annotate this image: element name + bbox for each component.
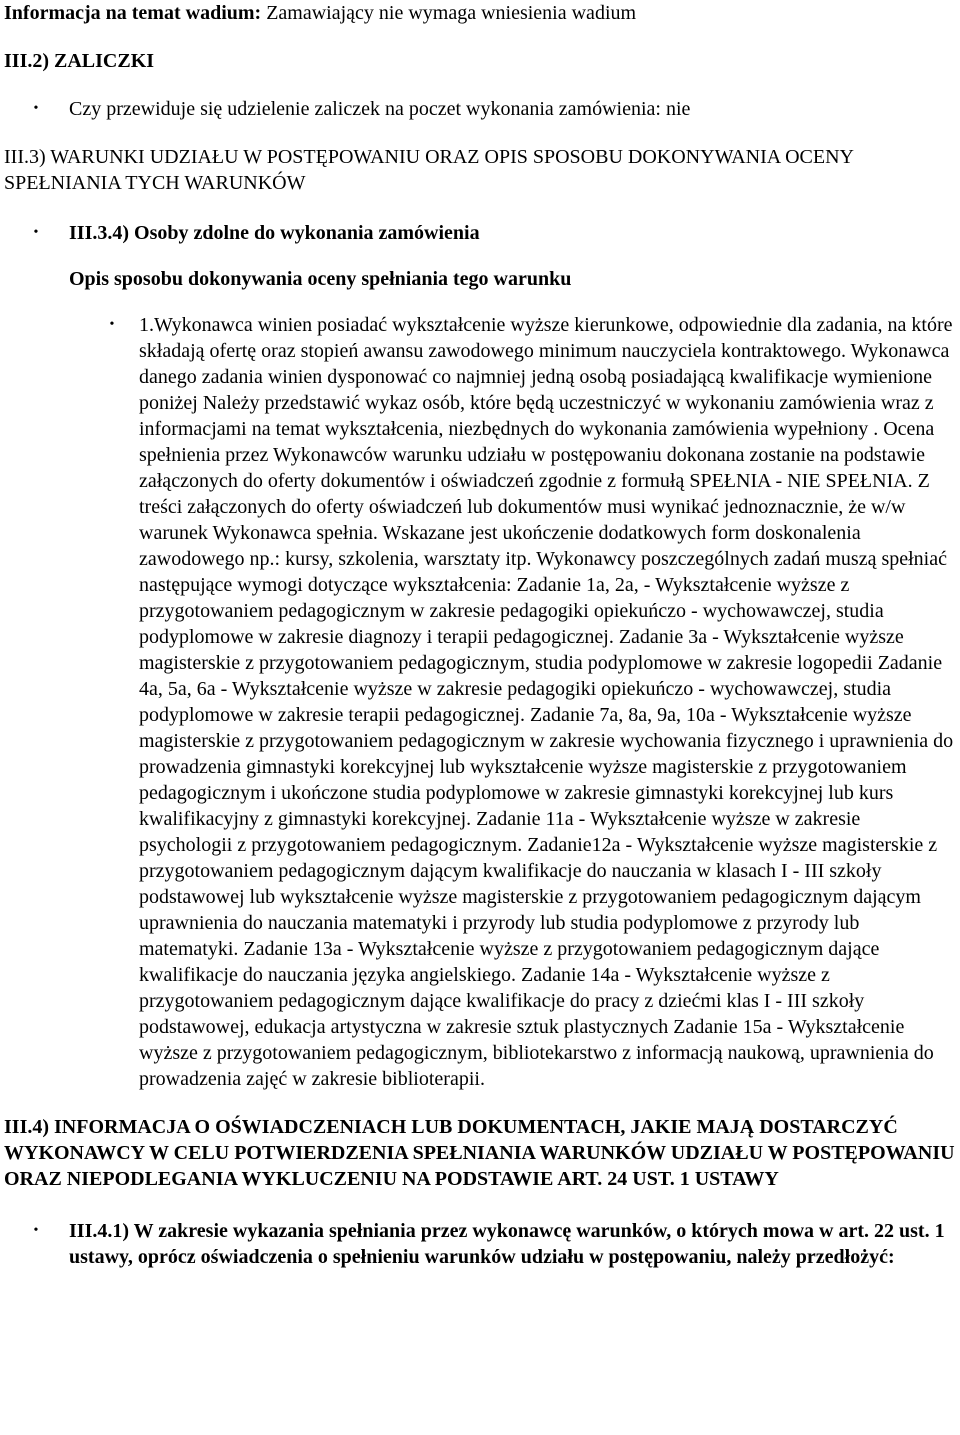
bullet-icon: •: [33, 1223, 39, 1238]
list-item: [33, 96, 956, 122]
wadium-line: [4, 0, 956, 26]
list-item: [109, 312, 956, 1092]
informacja-heading: III.4) INFORMACJA O OŚWIADCZENIACH LUB DOKUMENTACH, JAKIE MAJĄ DOSTARCZYĆ WYKONAWCY W CELU POTWIERDZENIA SPEŁNIANIA WARUNKÓW UDZIAŁU W POSTĘPOWANIU ORAZ NIEPODLEGANIA WYKLUCZENIU NA PODSTAWIE ART. 24 UST. 1 USTAWY: [4, 1116, 955, 1190]
wadium-label: Informacja na temat wadium:: [4, 2, 262, 24]
zaliczki-list: [4, 96, 956, 122]
zaliczki-item-text: Czy przewiduje się udzielenie zaliczek na poczet wykonania zamówienia: nie: [69, 98, 691, 120]
osoby-item-text: III.3.4) Osoby zdolne do wykonania zamówienia: [69, 222, 480, 244]
list-item: [33, 1218, 948, 1270]
osoby-list: [4, 220, 956, 246]
informacja-list: [4, 1218, 956, 1270]
bullet-icon: •: [33, 225, 39, 240]
bullet-icon: •: [33, 101, 39, 116]
opis-list: [4, 312, 956, 1092]
wadium-value: Zamawiający nie wymaga wniesienia wadium: [261, 2, 637, 24]
opis-label: Opis sposobu dokonywania oceny spełniania tego warunku: [69, 268, 572, 290]
warunki-heading: III.3) WARUNKI UDZIAŁU W POSTĘPOWANIU ORAZ OPIS SPOSOBU DOKONYWANIA OCENY SPEŁNIANIA TYCH WARUNKÓW: [4, 146, 854, 194]
zaliczki-heading: III.2) ZALICZKI: [4, 50, 155, 72]
list-item: [33, 220, 956, 246]
informacja-item-text: III.4.1) W zakresie wykazania spełniania przez wykonawcę warunków, o których mowa w art. 22 ust. 1 ustawy, oprócz oświadczenia o spełnieniu warunków udziału w postępowaniu, należy przedłożyć:: [69, 1220, 945, 1268]
opis-paragraph: 1.Wykonawca winien posiadać wykształcenie wyższe kierunkowe, odpowiednie dla zadania, na które składają ofertę oraz stopień awansu zawodowego minimum nauczyciela kontraktowego. Wykonawca danego zadania winien dysponować co najmniej jedną osobą posiadającą kwalifikacje wymienione poniżej Należy przedstawić wykaz osób, które będą uczestniczyć w wykonaniu zamówienia wraz z informacjami na temat wykształcenia, niezbędnych do wykonania zamówienia wypełniony . Ocena spełnienia przez Wykonawców warunku udziału w postępowaniu dokonana zostanie na podstawie załączonych do oferty dokumentów i oświadczeń zgodnie z formułą SPEŁNIA - NIE SPEŁNIA. Z treści załączonych do oferty oświadczeń lub dokumentów musi wynikać jednoznacznie, że w/w warunek Wykonawca spełnia. Wskazane jest ukończenie dodatkowych form doskonalenia zawodowego np.: kursy, szkolenia, warsztaty itp. Wykonawcy poszczególnych zadań muszą spełniać następujące wymogi dotyczące wykształcenia: Zadanie 1a, 2a, - Wykształcenie wyższe z przygotowaniem pedagogicznym w zakresie pedagogiki opiekuńczo - wychowawczej, studia podyplomowe w zakresie diagnozy i terapii pedagogicznej. Zadanie 3a - Wykształcenie wyższe magisterskie z przygotowaniem pedagogicznym, studia podyplomowe w zakresie logopedii Zadanie 4a, 5a, 6a - Wykształcenie wyższe w zakresie pedagogiki opiekuńczo - wychowawczej, studia podyplomowe w zakresie terapii pedagogicznej. Zadanie 7a, 8a, 9a, 10a - Wykształcenie wyższe magisterskie z przygotowaniem pedagogicznym w zakresie wychowania fizycznego i uprawnienia do prowadzenia gimnastyki korekcyjnej lub wykształcenie wyższe magisterskie z przygotowaniem pedagogicznym i ukończone studia podyplomowe w zakresie gimnastyki korekcyjnej lub kurs kwalifikacyjny z gimnastyki korekcyjnej. Zadanie 11a - Wykształcenie wyższe w zakresie psychologii z przygotowaniem pedagogicznym. Zadanie12a - Wykształcenie wyższe magisterskie z przygotowaniem pedagogicznym dającym kwalifikacje do nauczania w klasach I - III szkoły podstawowej lub wykształcenie wyższe magisterskie z przygotowaniem pedagogicznym dającym uprawnienia do nauczania matematyki i przyrody lub studia podyplomowe z przyrody lub matematyki. Zadanie 13a - Wykształcenie wyższe z przygotowaniem pedagogicznym dające kwalifikacje do nauczania języka angielskiego. Zadanie 14a - Wykształcenie wyższe z przygotowaniem pedagogicznym dające kwalifikacje do pracy z dziećmi klas I - III szkoły podstawowej, edukacja artystyczna w zakresie sztuk plastycznych Zadanie 15a - Wykształcenie wyższe z przygotowaniem pedagogicznym, bibliotekarstwo z informacją naukową, uprawnienia do prowadzenia zajęć w zakresie biblioterapii.: [139, 314, 954, 1090]
bullet-icon: •: [109, 317, 115, 332]
